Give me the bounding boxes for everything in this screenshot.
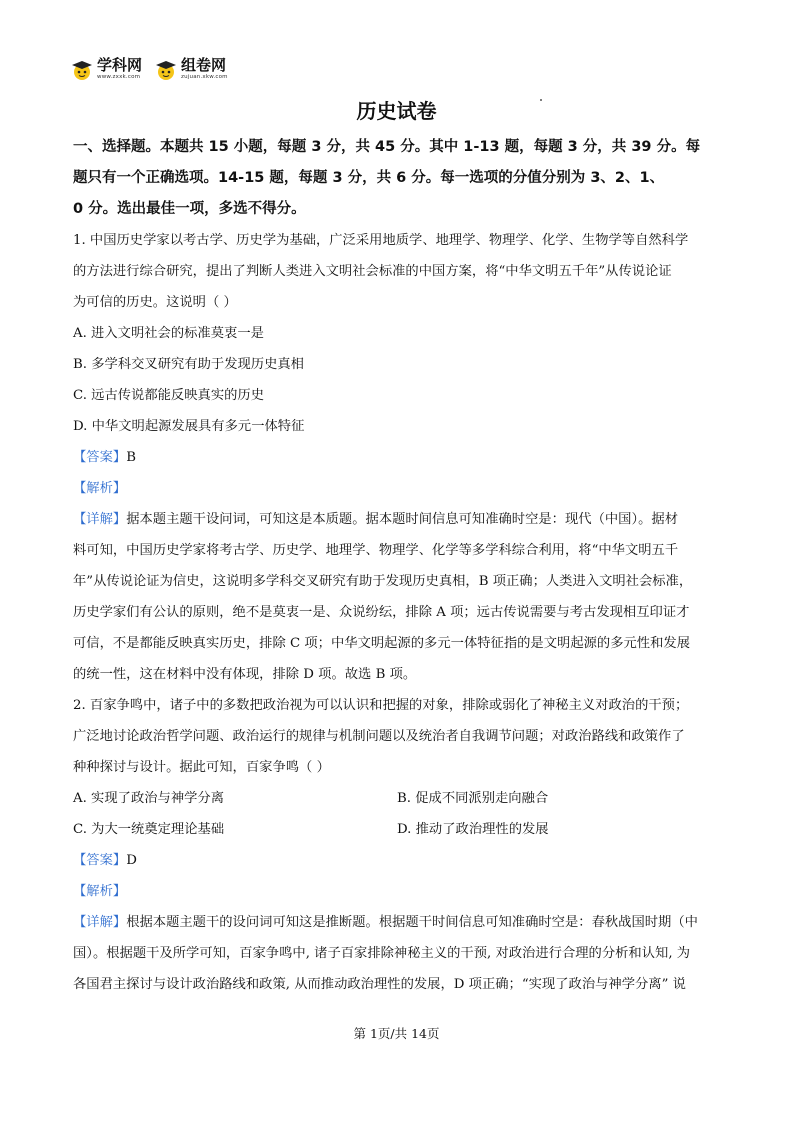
- logo-name: 组卷网: [181, 56, 227, 74]
- exam-content: [73, 132, 723, 1000]
- option-b: B. 促成不同派别走向融合: [397, 791, 549, 806]
- question-1: [73, 225, 723, 690]
- detail-line: 国）。根据题干及所学可知，百家争鸣中, 诸子百家排除神秘主义的干预, 对政治进行合理的分析和认知, 为: [73, 946, 691, 961]
- answer-label: 【答案】: [73, 450, 127, 465]
- page-title: 历史试卷: [356, 99, 437, 123]
- detail-label: 【详解】: [73, 915, 127, 930]
- question-stem-line: 2. 百家争鸣中，诸子中的多数把政治视为可以认识和把握的对象，排除或弱化了神秘主义对政治的干预；: [73, 698, 689, 713]
- logo-url: www.zxxk.com: [97, 74, 141, 80]
- answer-line: [73, 845, 723, 876]
- logo-xuekewang: [70, 58, 142, 86]
- detail-label: 【详解】: [73, 512, 127, 527]
- question-stem-line: 的方法进行综合研究，提出了判断人类进入文明社会标准的中国方案，将“中华文明五千年”从传说论证: [73, 264, 672, 279]
- options-grid: [73, 783, 723, 845]
- answer-line: [73, 442, 723, 473]
- section-line: 一、选择题。本题共 15 小题，每题 3 分，共 45 分。其中 1-13 题，每题 3 分，共 39 分。每: [73, 139, 701, 155]
- detail-line: 历史学家们有公认的原则，绝不是莫衷一是、众说纷纭，排除 A 项；远古传说需要与考古发现相互印证才: [73, 605, 690, 620]
- logo-name: 学科网: [97, 56, 143, 74]
- option-a: A. 进入文明社会的标准莫衷一是: [73, 326, 264, 341]
- answer-label: 【答案】: [73, 853, 127, 868]
- answer-value: D: [126, 853, 137, 868]
- option-b: B. 多学科交叉研究有助于发现历史真相: [73, 357, 304, 372]
- detail-line: 料可知，中国历史学家将考古学、历史学、地理学、物理学、化学等多学科综合利用，将“中华文明五千: [73, 543, 679, 558]
- detail-line: [73, 504, 723, 535]
- student-cap-face-icon: [154, 58, 178, 82]
- detail-line: 的统一性，这在材料中没有体现，排除 D 项。故选 B 项。: [73, 667, 417, 682]
- detail-line: 年”从传说论证为信史，这说明多学科交叉研究有助于发现历史真相，B 项正确；人类进入文明社会标准，: [73, 574, 693, 589]
- section-line: 题只有一个正确选项。14-15 题，每题 3 分，共 6 分。每一选项的分值分别为 3、2、1、: [73, 170, 665, 186]
- page-footer: 第 1页/共 14页: [353, 1026, 440, 1041]
- header-logos: [70, 58, 228, 86]
- student-cap-face-icon: [70, 58, 94, 82]
- question-stem-line: 为可信的历史。这说明（ ）: [73, 295, 237, 310]
- detail-line: 可信，不是都能反映真实历史，排除 C 项；中华文明起源的多元一体特征指的是文明起源的多元性和发展: [73, 636, 690, 651]
- logo-url: zujuan.xkw.com: [181, 74, 228, 80]
- question-stem-line: 1. 中国历史学家以考古学、历史学为基础，广泛采用地质学、地理学、物理学、化学、生物学等自然科学: [73, 233, 689, 248]
- answer-value: B: [126, 450, 136, 465]
- detail-line: 各国君主探讨与设计政治路线和政策, 从而推动政治理性的发展，D 项正确；“实现了政治与神学分离” 说: [73, 977, 686, 992]
- question-2: [73, 690, 723, 1000]
- section-line: 0 分。选出最佳一项，多选不得分。: [73, 201, 306, 217]
- question-stem-line: 种种探讨与设计。据此可知，百家争鸣（ ）: [73, 760, 330, 775]
- analysis-label: 【解析】: [73, 481, 127, 496]
- section-instructions: [73, 132, 723, 225]
- detail-text: 根据本题主题干的设问词可知这是推断题。根据题干时间信息可知准确时空是：春秋战国时期（中: [126, 915, 698, 930]
- option-c: C. 远古传说都能反映真实的历史: [73, 388, 265, 403]
- detail-line: [73, 907, 723, 938]
- option-d: D. 中华文明起源发展具有多元一体特征: [73, 419, 305, 434]
- detail-text: 据本题主题干设问词，可知这是本质题。据本题时间信息可知准确时空是：现代（中国）。据材: [126, 512, 679, 527]
- option-a: A. 实现了政治与神学分离: [73, 791, 225, 806]
- logo-zujuanwang: [154, 58, 228, 86]
- analysis-label: 【解析】: [73, 884, 127, 899]
- option-c: C. 为大一统奠定理论基础: [73, 822, 225, 837]
- option-d: D. 推动了政治理性的发展: [397, 822, 549, 837]
- question-stem-line: 广泛地讨论政治哲学问题、政治运行的规律与机制问题以及统治者自我调节问题；对政治路线和政策作了: [73, 729, 685, 744]
